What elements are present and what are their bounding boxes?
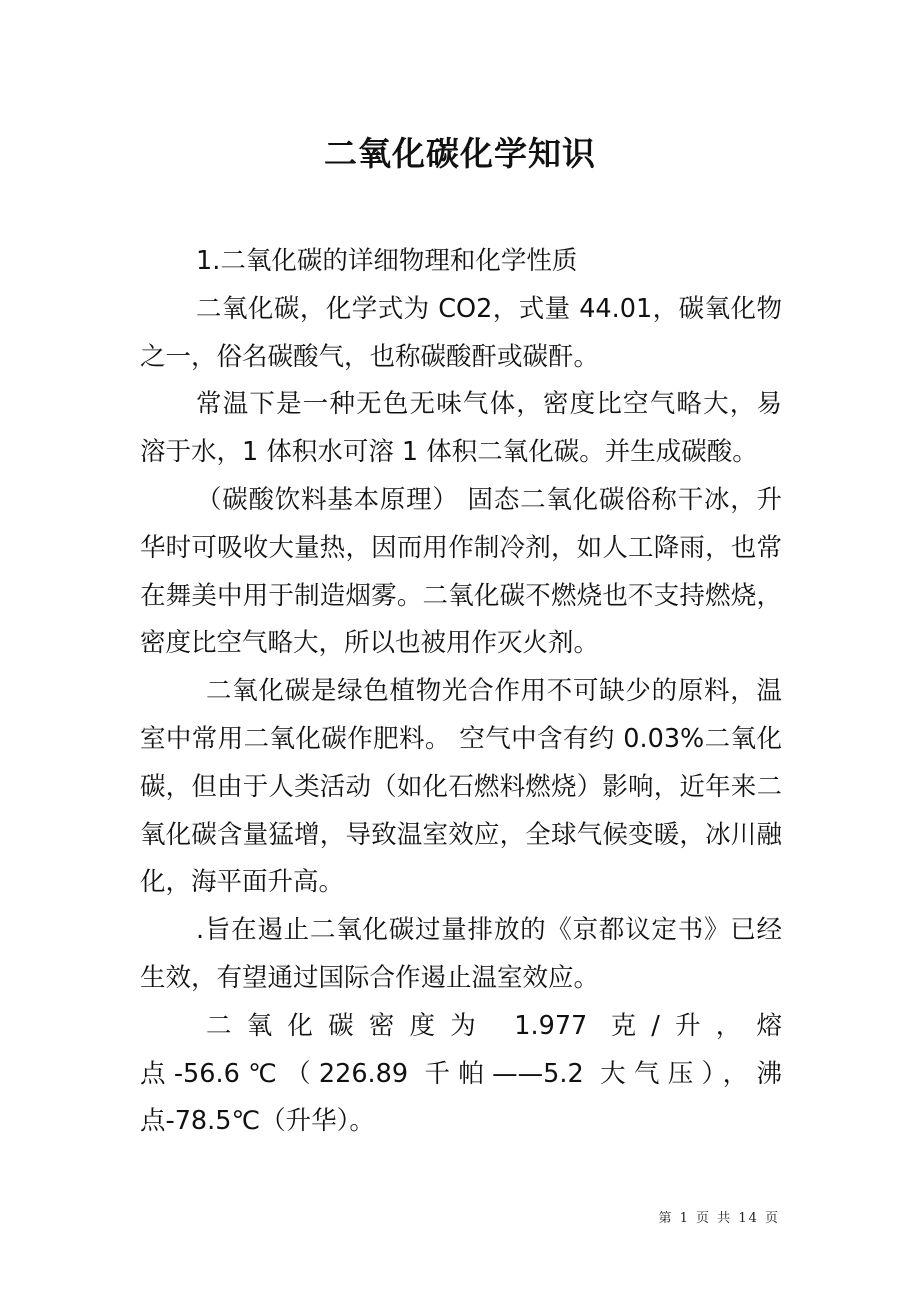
document-body xyxy=(140,238,782,1146)
section-heading: 1.二氧化碳的详细物理和化学性质 xyxy=(196,246,578,276)
paragraph: 二氧化碳密度为 1.977 克/升，熔点-56.6℃（226.89 千帕——5.2 大气压），沸点-78.5℃（升华）。 xyxy=(140,1010,782,1137)
paragraph: 常温下是一种无色无味气体，密度比空气略大，易溶于水，1 体积水可溶 1 体积二氧化碳。并生成碳酸。 xyxy=(140,389,782,468)
paragraph: （碳酸饮料基本原理） 固态二氧化碳俗称干冰，升华时可吸收大量热，因而用作制冷剂，如人工降雨，也常在舞美中用于制造烟雾。二氧化碳不燃烧也不支持燃烧，密度比空气略大，所以也被用作灭火剂。 xyxy=(140,484,782,659)
paragraph: .旨在遏止二氧化碳过量排放的《京都议定书》已经生效，有望通过国际合作遏止温室效应。 xyxy=(140,915,782,993)
paragraph: 二氧化碳，化学式为 CO2，式量 44.01，碳氧化物之一，俗名碳酸气，也称碳酸酐或碳酐。 xyxy=(140,293,782,372)
page-number-footer: 第 1 页 共 14 页 xyxy=(658,1211,780,1226)
paragraph: 二氧化碳是绿色植物光合作用不可缺少的原料，温室中常用二氧化碳作肥料。 空气中含有约 0.03%二氧化碳，但由于人类活动（如化石燃料燃烧）影响，近年来二氧化碳含量猛增，导致温室效应，全球气候变暖，冰川融化，海平面升高。 xyxy=(140,676,782,898)
page-title: 二氧化碳化学知识 xyxy=(324,134,596,173)
